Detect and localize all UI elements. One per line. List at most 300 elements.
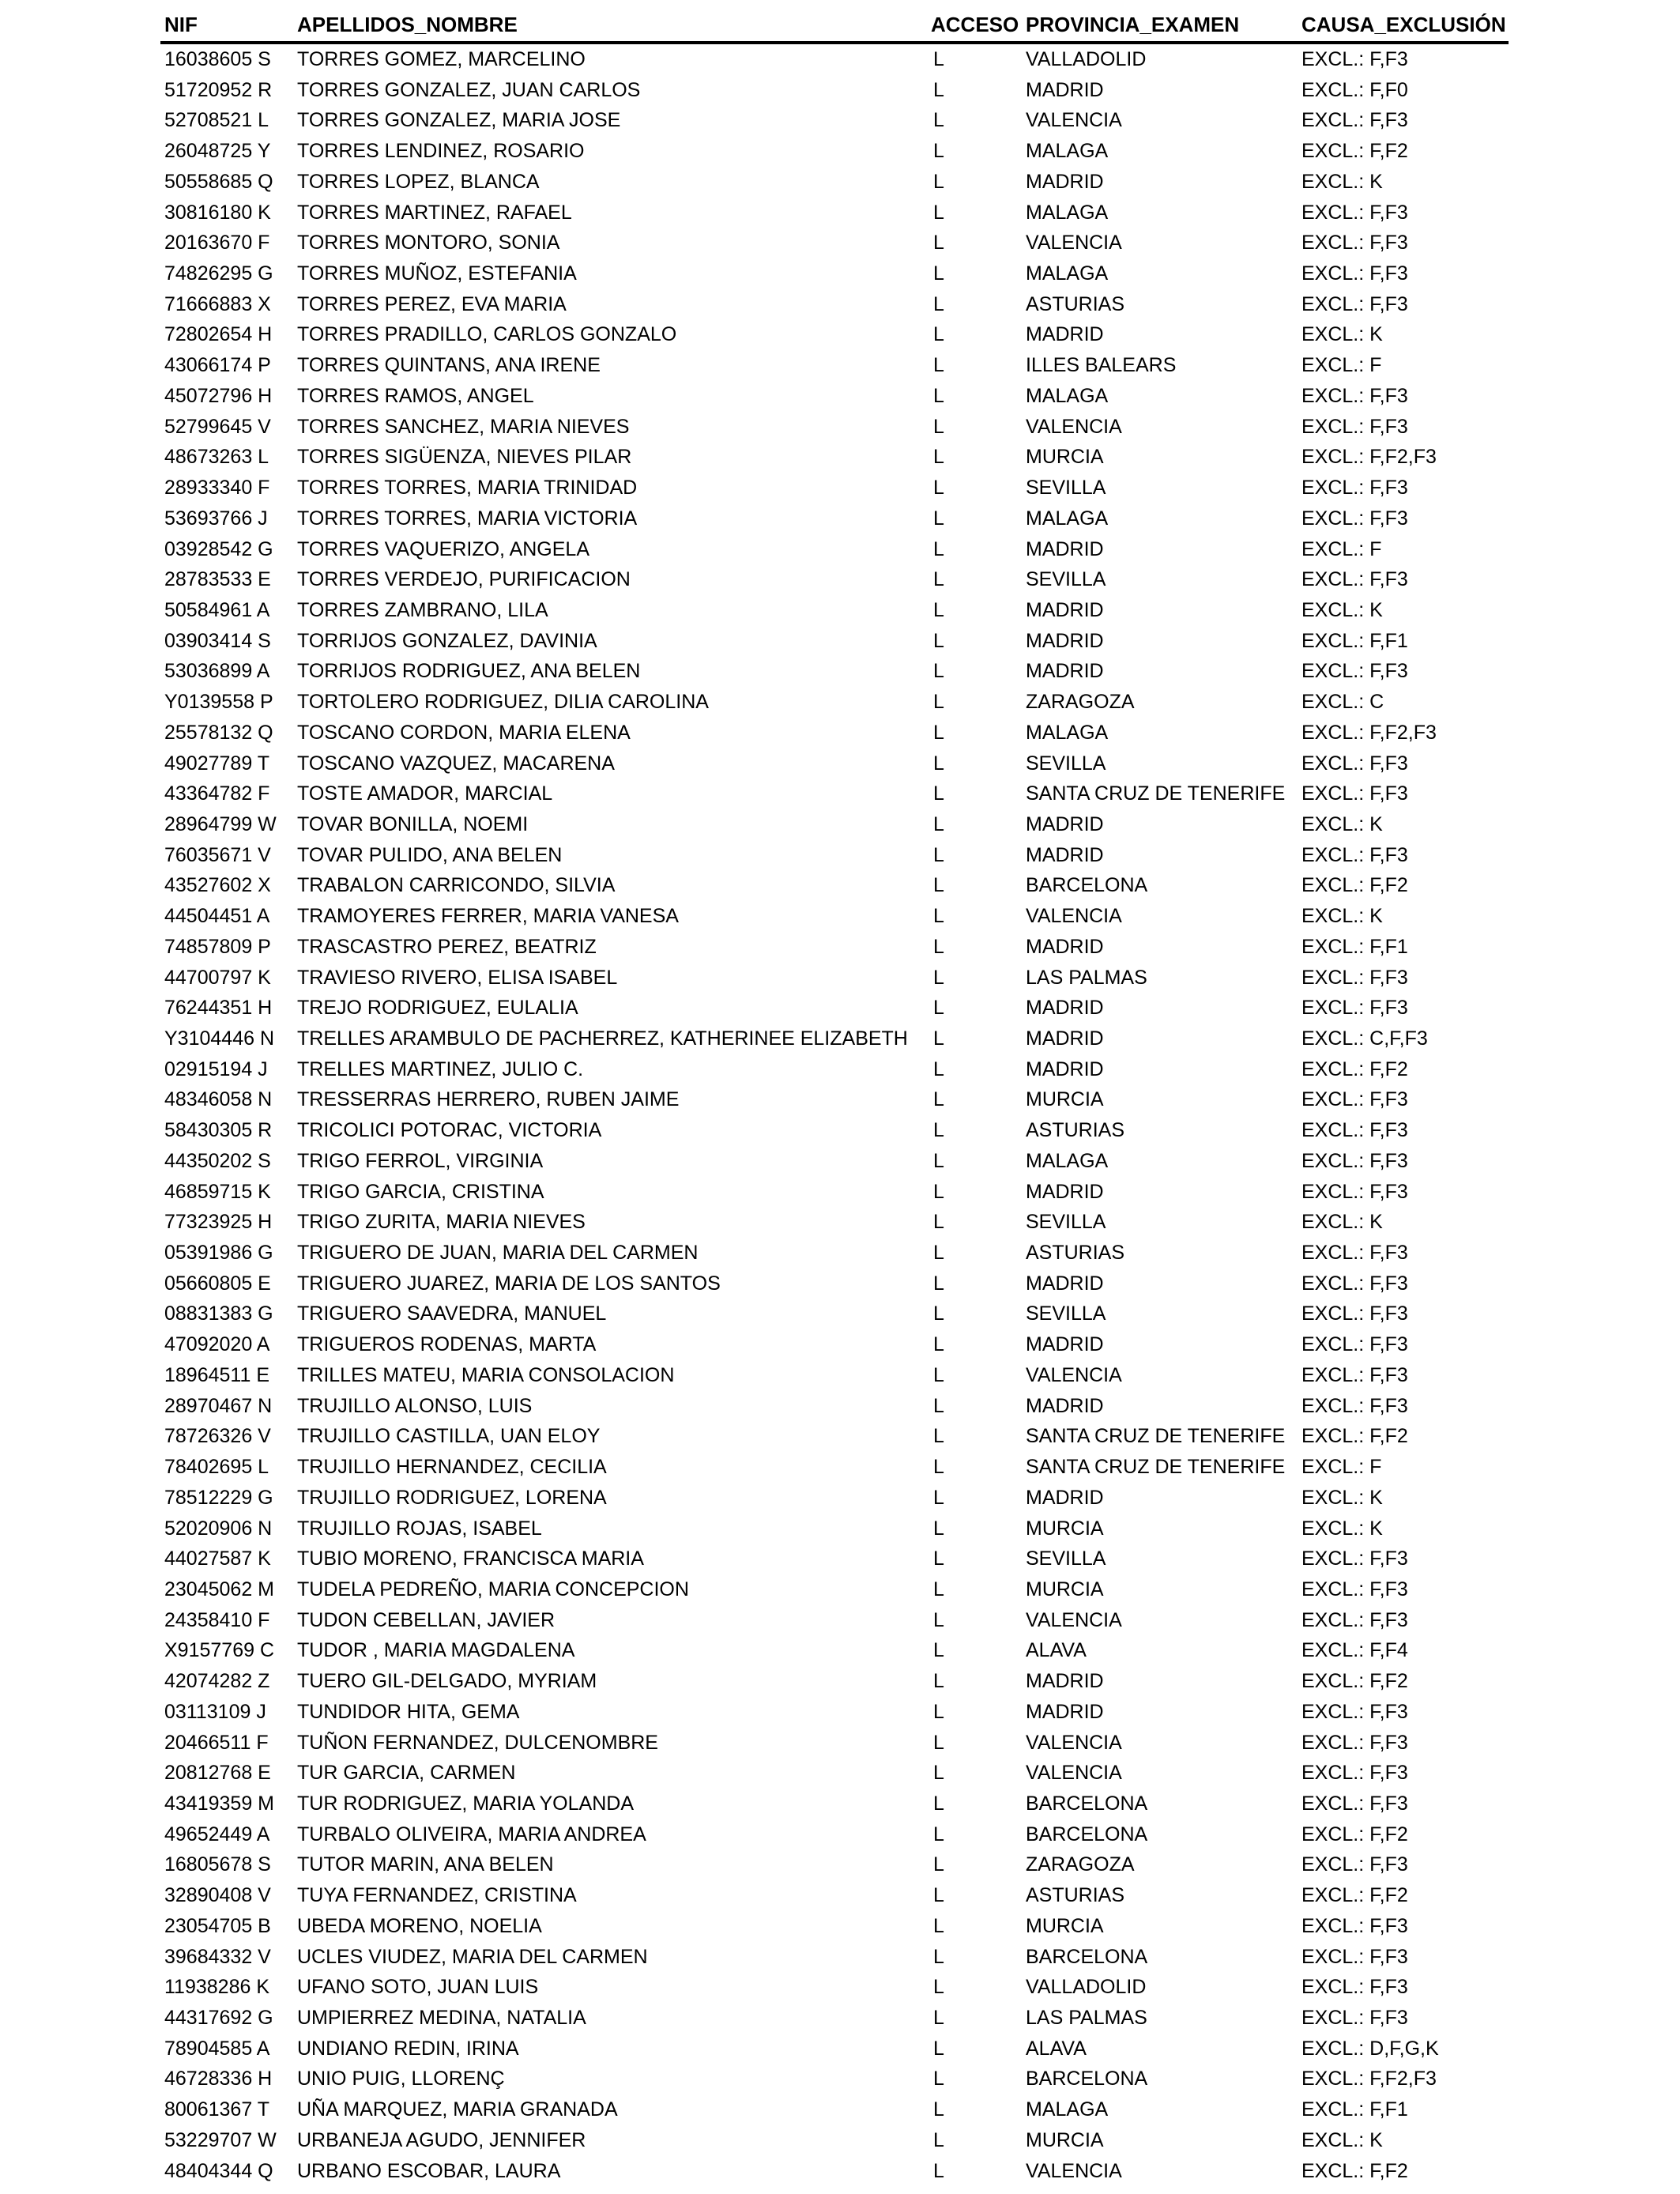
cell-provincia: MURCIA bbox=[1026, 1517, 1104, 1540]
cell-causa: EXCL.: D,F,G,K bbox=[1301, 2037, 1439, 2060]
cell-nif: 44700797 K bbox=[164, 966, 271, 989]
cell-apellidos-nombre: TOVAR BONILLA, NOEMI bbox=[297, 812, 529, 835]
cell-provincia: VALENCIA bbox=[1026, 1762, 1122, 1785]
cell-causa: EXCL.: F,F1 bbox=[1301, 629, 1408, 652]
cell-nif: 50558685 Q bbox=[164, 170, 273, 193]
cell-nif: 18964511 E bbox=[164, 1363, 269, 1386]
cell-nif: 44317692 G bbox=[164, 2007, 273, 2029]
cell-provincia: MALAGA bbox=[1026, 2098, 1109, 2121]
cell-nif: 49652449 A bbox=[164, 1823, 270, 1845]
cell-nif: 78726326 V bbox=[164, 1425, 271, 1448]
cell-provincia: MADRID bbox=[1026, 660, 1104, 683]
cell-acceso: L bbox=[933, 446, 944, 469]
cell-apellidos-nombre: TRASCASTRO PEREZ, BEATRIZ bbox=[297, 935, 597, 958]
cell-nif: 80061367 T bbox=[164, 2098, 269, 2121]
cell-apellidos-nombre: TUDON CEBELLAN, JAVIER bbox=[297, 1608, 556, 1631]
cell-apellidos-nombre: TRAMOYERES FERRER, MARIA VANESA bbox=[297, 905, 679, 928]
cell-nif: 78402695 L bbox=[164, 1456, 269, 1479]
cell-provincia: ASTURIAS bbox=[1026, 292, 1125, 315]
table-row bbox=[160, 258, 1509, 289]
cell-acceso: L bbox=[933, 507, 944, 530]
cell-provincia: ASTURIAS bbox=[1026, 1884, 1125, 1907]
cell-acceso: L bbox=[933, 1242, 944, 1265]
cell-acceso: L bbox=[933, 782, 944, 805]
cell-apellidos-nombre: TUR RODRIGUEZ, MARIA YOLANDA bbox=[297, 1792, 634, 1815]
cell-nif: 20466511 F bbox=[164, 1731, 269, 1754]
table-row bbox=[160, 319, 1509, 350]
cell-apellidos-nombre: TORRES LOPEZ, BLANCA bbox=[297, 170, 540, 193]
cell-causa: EXCL.: F,F1 bbox=[1301, 2098, 1408, 2121]
table-row bbox=[160, 381, 1509, 412]
cell-causa: EXCL.: F,F3 bbox=[1301, 292, 1408, 315]
cell-nif: 44350202 S bbox=[164, 1149, 271, 1172]
cell-apellidos-nombre: TRIGUERO SAAVEDRA, MANUEL bbox=[297, 1302, 607, 1325]
cell-acceso: L bbox=[933, 629, 944, 652]
table-row bbox=[160, 1269, 1509, 1299]
header-provincia-examen: PROVINCIA_EXAMEN bbox=[1026, 13, 1240, 36]
cell-causa: EXCL.: F,F3 bbox=[1301, 262, 1408, 285]
cell-nif: 48404344 Q bbox=[164, 2159, 273, 2182]
cell-nif: 05660805 E bbox=[164, 1272, 271, 1295]
table-row bbox=[160, 1728, 1509, 1759]
table-row bbox=[160, 564, 1509, 595]
cell-causa: EXCL.: F,F3 bbox=[1301, 109, 1408, 132]
cell-nif: 78512229 G bbox=[164, 1486, 273, 1509]
cell-causa: EXCL.: F,F3 bbox=[1301, 1853, 1408, 1876]
cell-nif: 23045062 M bbox=[164, 1578, 275, 1600]
cell-provincia: MADRID bbox=[1026, 935, 1104, 958]
cell-causa: EXCL.: F,F2 bbox=[1301, 874, 1408, 897]
table-row bbox=[160, 1483, 1509, 1514]
table-row bbox=[160, 1452, 1509, 1483]
cell-apellidos-nombre: TUDELA PEDREÑO, MARIA CONCEPCION bbox=[297, 1578, 689, 1600]
cell-nif: 51720952 R bbox=[164, 78, 273, 101]
cell-nif: 46859715 K bbox=[164, 1180, 271, 1203]
cell-provincia: MADRID bbox=[1026, 1486, 1104, 1509]
cell-nif: 16805678 S bbox=[164, 1853, 271, 1876]
cell-causa: EXCL.: K bbox=[1301, 812, 1383, 835]
cell-provincia: MALAGA bbox=[1026, 201, 1109, 224]
header-causa-exclusion: CAUSA_EXCLUSIÓN bbox=[1301, 13, 1506, 36]
table-row bbox=[160, 198, 1509, 228]
table-row bbox=[160, 503, 1509, 534]
table-row bbox=[160, 1084, 1509, 1115]
cell-causa: EXCL.: F bbox=[1301, 354, 1382, 377]
cell-causa: EXCL.: F,F3 bbox=[1301, 660, 1408, 683]
cell-provincia: ASTURIAS bbox=[1026, 1242, 1125, 1265]
cell-apellidos-nombre: TORTOLERO RODRIGUEZ, DILIA CAROLINA bbox=[297, 691, 709, 714]
cell-apellidos-nombre: TORRES MONTORO, SONIA bbox=[297, 232, 560, 254]
cell-provincia: MALAGA bbox=[1026, 384, 1109, 407]
cell-provincia: MADRID bbox=[1026, 1394, 1104, 1417]
cell-causa: EXCL.: F,F3 bbox=[1301, 1119, 1408, 1142]
table-header bbox=[160, 9, 1509, 44]
cell-apellidos-nombre: TRABALON CARRICONDO, SILVIA bbox=[297, 874, 616, 897]
cell-acceso: L bbox=[933, 691, 944, 714]
cell-apellidos-nombre: TRIGUERO JUAREZ, MARIA DE LOS SANTOS bbox=[297, 1272, 721, 1295]
cell-acceso: L bbox=[933, 1884, 944, 1907]
table-row bbox=[160, 136, 1509, 167]
cell-nif: 28783533 E bbox=[164, 568, 271, 591]
cell-acceso: L bbox=[933, 1272, 944, 1295]
cell-apellidos-nombre: TUYA FERNANDEZ, CRISTINA bbox=[297, 1884, 577, 1907]
table-row bbox=[160, 1635, 1509, 1666]
cell-acceso: L bbox=[933, 292, 944, 315]
table-row bbox=[160, 2094, 1509, 2125]
cell-provincia: LAS PALMAS bbox=[1026, 2007, 1147, 2029]
cell-provincia: MADRID bbox=[1026, 1700, 1104, 1723]
cell-apellidos-nombre: TORRES QUINTANS, ANA IRENE bbox=[297, 354, 601, 377]
table-row bbox=[160, 1299, 1509, 1329]
cell-provincia: SANTA CRUZ DE TENERIFE bbox=[1026, 782, 1286, 805]
cell-provincia: ASTURIAS bbox=[1026, 1119, 1125, 1142]
cell-apellidos-nombre: TRELLES ARAMBULO DE PACHERREZ, KATHERINEE ELIZABETH bbox=[297, 1027, 908, 1050]
cell-nif: 74857809 P bbox=[164, 935, 271, 958]
table-row bbox=[160, 75, 1509, 106]
table-row bbox=[160, 1758, 1509, 1789]
cell-acceso: L bbox=[933, 1119, 944, 1142]
cell-causa: EXCL.: F,F2,F3 bbox=[1301, 2068, 1437, 2090]
cell-apellidos-nombre: TORRES PRADILLO, CARLOS GONZALO bbox=[297, 323, 677, 346]
cell-causa: EXCL.: K bbox=[1301, 1211, 1383, 1234]
table-row bbox=[160, 1666, 1509, 1697]
cell-provincia: BARCELONA bbox=[1026, 874, 1148, 897]
cell-apellidos-nombre: UCLES VIUDEZ, MARIA DEL CARMEN bbox=[297, 1945, 648, 1968]
cell-apellidos-nombre: TURBALO OLIVEIRA, MARIA ANDREA bbox=[297, 1823, 646, 1845]
cell-causa: EXCL.: F,F4 bbox=[1301, 1639, 1408, 1662]
cell-nif: 03928542 G bbox=[164, 537, 273, 560]
cell-nif: 72802654 H bbox=[164, 323, 273, 346]
cell-acceso: L bbox=[933, 1547, 944, 1570]
cell-acceso: L bbox=[933, 1731, 944, 1754]
cell-apellidos-nombre: TORRES GONZALEZ, MARIA JOSE bbox=[297, 109, 621, 132]
cell-causa: EXCL.: F,F3 bbox=[1301, 1731, 1408, 1754]
cell-provincia: MURCIA bbox=[1026, 2128, 1104, 2151]
cell-nif: 28970467 N bbox=[164, 1394, 273, 1417]
cell-provincia: VALLADOLID bbox=[1026, 48, 1147, 70]
cell-causa: EXCL.: F,F3 bbox=[1301, 201, 1408, 224]
cell-provincia: MADRID bbox=[1026, 78, 1104, 101]
cell-causa: EXCL.: F,F3 bbox=[1301, 1945, 1408, 1968]
cell-nif: 16038605 S bbox=[164, 48, 271, 70]
cell-acceso: L bbox=[933, 1333, 944, 1356]
cell-apellidos-nombre: TORRES TORRES, MARIA VICTORIA bbox=[297, 507, 638, 530]
cell-apellidos-nombre: TUBIO MORENO, FRANCISCA MARIA bbox=[297, 1547, 644, 1570]
cell-apellidos-nombre: TOVAR PULIDO, ANA BELEN bbox=[297, 843, 563, 866]
header-apellidos-nombre: APELLIDOS_NOMBRE bbox=[297, 13, 518, 36]
cell-provincia: MADRID bbox=[1026, 1180, 1104, 1203]
cell-nif: 48673263 L bbox=[164, 446, 269, 469]
table-row bbox=[160, 718, 1509, 748]
table-body bbox=[160, 44, 1509, 2186]
cell-provincia: MURCIA bbox=[1026, 1914, 1104, 1937]
cell-nif: 52799645 V bbox=[164, 415, 271, 438]
cell-provincia: MALAGA bbox=[1026, 140, 1109, 163]
cell-apellidos-nombre: TRILLES MATEU, MARIA CONSOLACION bbox=[297, 1363, 675, 1386]
cell-causa: EXCL.: F bbox=[1301, 537, 1382, 560]
table-row bbox=[160, 412, 1509, 443]
cell-apellidos-nombre: UMPIERREZ MEDINA, NATALIA bbox=[297, 2007, 586, 2029]
table-row bbox=[160, 289, 1509, 320]
cell-nif: 42074282 Z bbox=[164, 1670, 270, 1693]
cell-acceso: L bbox=[933, 1976, 944, 1999]
cell-provincia: SANTA CRUZ DE TENERIFE bbox=[1026, 1456, 1286, 1479]
cell-nif: 53693766 J bbox=[164, 507, 268, 530]
cell-provincia: MADRID bbox=[1026, 1333, 1104, 1356]
cell-acceso: L bbox=[933, 752, 944, 775]
cell-acceso: L bbox=[933, 1180, 944, 1203]
cell-apellidos-nombre: TORRES SIGÜENZA, NIEVES PILAR bbox=[297, 446, 632, 469]
table-row bbox=[160, 1789, 1509, 1819]
cell-nif: 11938286 K bbox=[164, 1976, 269, 1999]
cell-causa: EXCL.: F,F3 bbox=[1301, 48, 1408, 70]
cell-acceso: L bbox=[933, 384, 944, 407]
cell-apellidos-nombre: TORRES VERDEJO, PURIFICACION bbox=[297, 568, 631, 591]
cell-apellidos-nombre: TRICOLICI POTORAC, VICTORIA bbox=[297, 1119, 602, 1142]
cell-apellidos-nombre: TREJO RODRIGUEZ, EULALIA bbox=[297, 997, 578, 1020]
cell-acceso: L bbox=[933, 1149, 944, 1172]
cell-nif: 58430305 R bbox=[164, 1119, 273, 1142]
cell-causa: EXCL.: F,F2 bbox=[1301, 140, 1408, 163]
cell-apellidos-nombre: TRAVIESO RIVERO, ELISA ISABEL bbox=[297, 966, 618, 989]
cell-acceso: L bbox=[933, 1425, 944, 1448]
table-row bbox=[160, 2034, 1509, 2064]
cell-provincia: ALAVA bbox=[1026, 2037, 1087, 2060]
table-row bbox=[160, 901, 1509, 932]
cell-causa: EXCL.: F,F3 bbox=[1301, 1608, 1408, 1631]
table-row bbox=[160, 2125, 1509, 2156]
cell-acceso: L bbox=[933, 1456, 944, 1479]
cell-provincia: VALLADOLID bbox=[1026, 1976, 1147, 1999]
cell-nif: X9157769 C bbox=[164, 1639, 275, 1662]
cell-apellidos-nombre: TORRES GOMEZ, MARCELINO bbox=[297, 48, 586, 70]
cell-provincia: MADRID bbox=[1026, 843, 1104, 866]
cell-nif: 25578132 Q bbox=[164, 721, 273, 744]
cell-acceso: L bbox=[933, 1211, 944, 1234]
cell-nif: 20163670 F bbox=[164, 232, 270, 254]
cell-nif: 28933340 F bbox=[164, 477, 270, 499]
cell-apellidos-nombre: URBANO ESCOBAR, LAURA bbox=[297, 2159, 561, 2182]
cell-acceso: L bbox=[933, 201, 944, 224]
cell-nif: 43527602 X bbox=[164, 874, 271, 897]
cell-causa: EXCL.: F,F3 bbox=[1301, 415, 1408, 438]
table-row bbox=[160, 1177, 1509, 1208]
cell-causa: EXCL.: F,F3 bbox=[1301, 1976, 1408, 1999]
cell-acceso: L bbox=[933, 905, 944, 928]
cell-provincia: MADRID bbox=[1026, 537, 1104, 560]
table-row bbox=[160, 1819, 1509, 1850]
cell-apellidos-nombre: TRIGO FERROL, VIRGINIA bbox=[297, 1149, 544, 1172]
cell-apellidos-nombre: TRIGUEROS RODENAS, MARTA bbox=[297, 1333, 597, 1356]
cell-nif: 46728336 H bbox=[164, 2068, 273, 2090]
cell-provincia: VALENCIA bbox=[1026, 905, 1122, 928]
table-row bbox=[160, 1574, 1509, 1605]
cell-apellidos-nombre: TOSTE AMADOR, MARCIAL bbox=[297, 782, 553, 805]
cell-apellidos-nombre: TORRES LENDINEZ, ROSARIO bbox=[297, 140, 585, 163]
cell-provincia: VALENCIA bbox=[1026, 1363, 1122, 1386]
cell-nif: 53229707 W bbox=[164, 2128, 277, 2151]
table-row bbox=[160, 656, 1509, 687]
cell-apellidos-nombre: UNIO PUIG, LLORENÇ bbox=[297, 2068, 505, 2090]
cell-causa: EXCL.: K bbox=[1301, 598, 1383, 621]
cell-acceso: L bbox=[933, 262, 944, 285]
cell-causa: EXCL.: F,F2,F3 bbox=[1301, 721, 1437, 744]
cell-acceso: L bbox=[933, 997, 944, 1020]
cell-causa: EXCL.: F,F3 bbox=[1301, 1180, 1408, 1203]
cell-causa: EXCL.: F,F2 bbox=[1301, 1057, 1408, 1080]
table-row bbox=[160, 1329, 1509, 1360]
cell-apellidos-nombre: TRUJILLO ALONSO, LUIS bbox=[297, 1394, 533, 1417]
cell-nif: 52020906 N bbox=[164, 1517, 273, 1540]
cell-apellidos-nombre: TUDOR , MARIA MAGDALENA bbox=[297, 1639, 575, 1662]
cell-nif: 76035671 V bbox=[164, 843, 271, 866]
table-row bbox=[160, 1849, 1509, 1880]
cell-nif: 77323925 H bbox=[164, 1211, 273, 1234]
cell-provincia: MADRID bbox=[1026, 997, 1104, 1020]
cell-nif: 08831383 G bbox=[164, 1302, 273, 1325]
cell-causa: EXCL.: C,F,F3 bbox=[1301, 1027, 1428, 1050]
cell-nif: 76244351 H bbox=[164, 997, 273, 1020]
cell-causa: EXCL.: F,F3 bbox=[1301, 507, 1408, 530]
table-row bbox=[160, 778, 1509, 809]
cell-apellidos-nombre: UÑA MARQUEZ, MARIA GRANADA bbox=[297, 2098, 618, 2121]
cell-causa: EXCL.: K bbox=[1301, 1486, 1383, 1509]
cell-causa: EXCL.: F,F3 bbox=[1301, 843, 1408, 866]
cell-apellidos-nombre: TORRES VAQUERIZO, ANGELA bbox=[297, 537, 590, 560]
cell-provincia: SEVILLA bbox=[1026, 1211, 1106, 1234]
table-row bbox=[160, 963, 1509, 993]
cell-acceso: L bbox=[933, 1578, 944, 1600]
cell-apellidos-nombre: TRELLES MARTINEZ, JULIO C. bbox=[297, 1057, 584, 1080]
cell-nif: 47092020 A bbox=[164, 1333, 270, 1356]
cell-acceso: L bbox=[933, 48, 944, 70]
table-row bbox=[160, 1238, 1509, 1269]
cell-causa: EXCL.: F,F3 bbox=[1301, 1700, 1408, 1723]
cell-acceso: L bbox=[933, 1363, 944, 1386]
table-row bbox=[160, 1207, 1509, 1238]
cell-apellidos-nombre: TRUJILLO RODRIGUEZ, LORENA bbox=[297, 1486, 607, 1509]
table-row bbox=[160, 626, 1509, 657]
cell-acceso: L bbox=[933, 323, 944, 346]
cell-nif: Y0139558 P bbox=[164, 691, 273, 714]
cell-causa: EXCL.: F,F3 bbox=[1301, 752, 1408, 775]
cell-causa: EXCL.: F,F3 bbox=[1301, 1333, 1408, 1356]
cell-acceso: L bbox=[933, 568, 944, 591]
table-row bbox=[160, 1942, 1509, 1973]
cell-acceso: L bbox=[933, 843, 944, 866]
cell-nif: 45072796 H bbox=[164, 384, 273, 407]
cell-acceso: L bbox=[933, 477, 944, 499]
table-row bbox=[160, 840, 1509, 871]
table-row bbox=[160, 687, 1509, 718]
table-row bbox=[160, 1391, 1509, 1422]
table-row bbox=[160, 1911, 1509, 1942]
cell-nif: 74826295 G bbox=[164, 262, 273, 285]
cell-nif: 43419359 M bbox=[164, 1792, 275, 1815]
cell-acceso: L bbox=[933, 1762, 944, 1785]
cell-nif: 03903414 S bbox=[164, 629, 271, 652]
cell-acceso: L bbox=[933, 2037, 944, 2060]
cell-provincia: MURCIA bbox=[1026, 446, 1104, 469]
cell-apellidos-nombre: TORRES MARTINEZ, RAFAEL bbox=[297, 201, 572, 224]
cell-causa: EXCL.: F,F3 bbox=[1301, 966, 1408, 989]
cell-causa: EXCL.: K bbox=[1301, 2128, 1383, 2151]
cell-provincia: MADRID bbox=[1026, 598, 1104, 621]
cell-apellidos-nombre: UFANO SOTO, JUAN LUIS bbox=[297, 1976, 539, 1999]
cell-causa: EXCL.: K bbox=[1301, 1517, 1383, 1540]
cell-apellidos-nombre: TRUJILLO CASTILLA, UAN ELOY bbox=[297, 1425, 601, 1448]
cell-provincia: MADRID bbox=[1026, 629, 1104, 652]
table-row bbox=[160, 1054, 1509, 1085]
cell-acceso: L bbox=[933, 1027, 944, 1050]
table-row bbox=[160, 809, 1509, 840]
cell-provincia: VALENCIA bbox=[1026, 415, 1122, 438]
cell-apellidos-nombre: TUÑON FERNANDEZ, DULCENOMBRE bbox=[297, 1731, 658, 1754]
cell-nif: 48346058 N bbox=[164, 1088, 273, 1111]
cell-provincia: VALENCIA bbox=[1026, 2159, 1122, 2182]
cell-apellidos-nombre: TRESSERRAS HERRERO, RUBEN JAIME bbox=[297, 1088, 680, 1111]
table-row bbox=[160, 1605, 1509, 1636]
cell-causa: EXCL.: F,F3 bbox=[1301, 1149, 1408, 1172]
cell-acceso: L bbox=[933, 1853, 944, 1876]
cell-apellidos-nombre: URBANEJA AGUDO, JENNIFER bbox=[297, 2128, 586, 2151]
cell-causa: EXCL.: F,F3 bbox=[1301, 1363, 1408, 1386]
cell-provincia: LAS PALMAS bbox=[1026, 966, 1147, 989]
cell-provincia: BARCELONA bbox=[1026, 1823, 1148, 1845]
cell-causa: EXCL.: F,F2 bbox=[1301, 1670, 1408, 1693]
table-row bbox=[160, 870, 1509, 901]
cell-nif: 50584961 A bbox=[164, 598, 270, 621]
table-row bbox=[160, 2064, 1509, 2094]
table-row bbox=[160, 1697, 1509, 1728]
cell-apellidos-nombre: TUERO GIL-DELGADO, MYRIAM bbox=[297, 1670, 597, 1693]
cell-acceso: L bbox=[933, 170, 944, 193]
cell-provincia: ILLES BALEARS bbox=[1026, 354, 1177, 377]
table-row bbox=[160, 473, 1509, 503]
cell-apellidos-nombre: TORRES RAMOS, ANGEL bbox=[297, 384, 534, 407]
cell-causa: EXCL.: F,F3 bbox=[1301, 1242, 1408, 1265]
cell-apellidos-nombre: TORRES GONZALEZ, JUAN CARLOS bbox=[297, 78, 641, 101]
table-row bbox=[160, 1972, 1509, 2003]
cell-provincia: ZARAGOZA bbox=[1026, 1853, 1135, 1876]
cell-apellidos-nombre: TUTOR MARIN, ANA BELEN bbox=[297, 1853, 554, 1876]
cell-causa: EXCL.: F,F3 bbox=[1301, 2007, 1408, 2029]
cell-acceso: L bbox=[933, 2159, 944, 2182]
cell-apellidos-nombre: TORRES SANCHEZ, MARIA NIEVES bbox=[297, 415, 630, 438]
cell-nif: 39684332 V bbox=[164, 1945, 271, 1968]
cell-causa: EXCL.: F,F2 bbox=[1301, 1425, 1408, 1448]
cell-provincia: MADRID bbox=[1026, 323, 1104, 346]
cell-provincia: SEVILLA bbox=[1026, 752, 1106, 775]
cell-acceso: L bbox=[933, 1700, 944, 1723]
cell-causa: EXCL.: F,F3 bbox=[1301, 1302, 1408, 1325]
cell-acceso: L bbox=[933, 1517, 944, 1540]
header-nif: NIF bbox=[164, 13, 198, 36]
cell-provincia: BARCELONA bbox=[1026, 1945, 1148, 1968]
cell-apellidos-nombre: TORRES ZAMBRANO, LILA bbox=[297, 598, 548, 621]
table-row bbox=[160, 1115, 1509, 1146]
cell-provincia: VALENCIA bbox=[1026, 1731, 1122, 1754]
cell-nif: 03113109 J bbox=[164, 1700, 266, 1723]
cell-causa: EXCL.: C bbox=[1301, 691, 1384, 714]
cell-acceso: L bbox=[933, 966, 944, 989]
table-row bbox=[160, 105, 1509, 136]
cell-provincia: ZARAGOZA bbox=[1026, 691, 1135, 714]
cell-causa: EXCL.: K bbox=[1301, 170, 1383, 193]
cell-provincia: VALENCIA bbox=[1026, 109, 1122, 132]
cell-acceso: L bbox=[933, 1088, 944, 1111]
cell-provincia: SEVILLA bbox=[1026, 1302, 1106, 1325]
